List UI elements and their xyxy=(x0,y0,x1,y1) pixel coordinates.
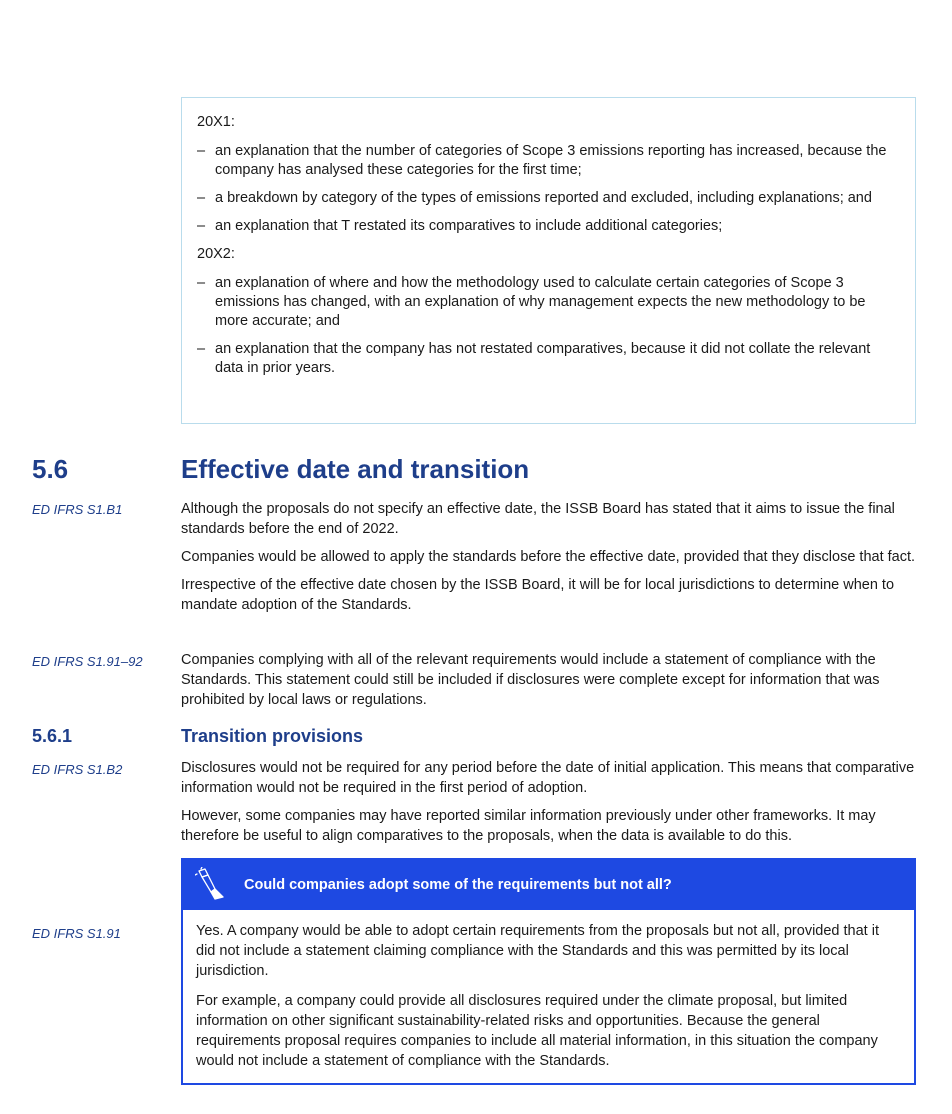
callout-header xyxy=(183,860,914,910)
dash-marker: – xyxy=(197,218,206,234)
list-item: – a breakdown by category of the types of emissions reported and excluded, including explanations; and xyxy=(197,190,872,206)
margin-reference: ED IFRS S1.91 xyxy=(32,926,121,941)
paragraph: Yes. A company would be able to adopt certain requirements from the proposals but not all, provided that it did not include a statement claiming compliance with the Standards and this was permitted by its local jurisdiction. xyxy=(196,923,879,979)
section-body xyxy=(181,499,919,623)
paragraph: Companies would be allowed to apply the standards before the effective date, provided that they disclose that fact. xyxy=(181,549,916,565)
dash-marker: – xyxy=(197,275,206,291)
flashlight-icon xyxy=(195,867,229,901)
list-item: – an explanation that T restated its comparatives to include additional categories; xyxy=(197,218,723,234)
subsection-number: 5.6.1 xyxy=(32,726,73,746)
paragraph: However, some companies may have reported similar information previously under other frameworks. It may therefore be useful to align comparatives to the proposals, when the data is available to do this. xyxy=(181,808,876,844)
year-2-list xyxy=(197,274,897,378)
year-1-label: 20X1: xyxy=(197,114,235,130)
paragraph: For example, a company could provide all disclosures required under the climate proposal, but limited information on other significant sustainability-related risks and opportunities. Because the general requirements proposal requires companies to include all material information, in this situation the company would not include a statement of compliance with the Standards. xyxy=(196,993,878,1069)
list-item: – an explanation of where and how the methodology used to calculate certain categories of Scope 3 emissions has changed, with an explanation of why management expects the new methodology to be more accurate; and xyxy=(197,275,866,329)
example-box xyxy=(181,97,916,424)
paragraph: Companies complying with all of the relevant requirements would include a statement of compliance with the Standards. This statement could still be included if disclosures were complete except for information that was prohibited by local laws or regulations. xyxy=(181,652,880,708)
margin-reference: ED IFRS S1.B2 xyxy=(32,762,123,777)
callout-box xyxy=(181,858,916,1085)
dash-marker: – xyxy=(197,190,206,206)
subsection-body xyxy=(181,758,919,854)
callout-title: Could companies adopt some of the requirements but not all? xyxy=(244,877,672,893)
paragraph: Irrespective of the effective date chosen by the ISSB Board, it will be for local jurisdictions to determine when to mandate adoption of the Standards. xyxy=(181,577,895,613)
margin-reference: ED IFRS S1.B1 xyxy=(32,502,123,517)
callout-body xyxy=(183,910,914,1071)
list-item: – an explanation that the number of categories of Scope 3 emissions reporting has increased, because the company has analysed these categories for the first time; xyxy=(197,143,887,178)
year-1-list xyxy=(197,142,897,236)
margin-reference: ED IFRS S1.91–92 xyxy=(32,654,143,669)
compliance-paragraph-block xyxy=(181,650,919,718)
section-number: 5.6 xyxy=(32,454,69,484)
section-title: Effective date and transition xyxy=(181,454,530,484)
paragraph: Disclosures would not be required for any period before the date of initial application. This means that comparative information would not be required in the first period of adoption. xyxy=(181,760,915,796)
dash-marker: – xyxy=(197,341,206,357)
year-2-label: 20X2: xyxy=(197,246,235,262)
list-item: – an explanation that the company has not restated comparatives, because it did not collate the relevant data in prior years. xyxy=(197,341,871,376)
subsection-title: Transition provisions xyxy=(181,726,364,746)
paragraph: Although the proposals do not specify an effective date, the ISSB Board has stated that it aims to issue the final standards before the end of 2022. xyxy=(181,501,895,537)
dash-marker: – xyxy=(197,143,206,159)
